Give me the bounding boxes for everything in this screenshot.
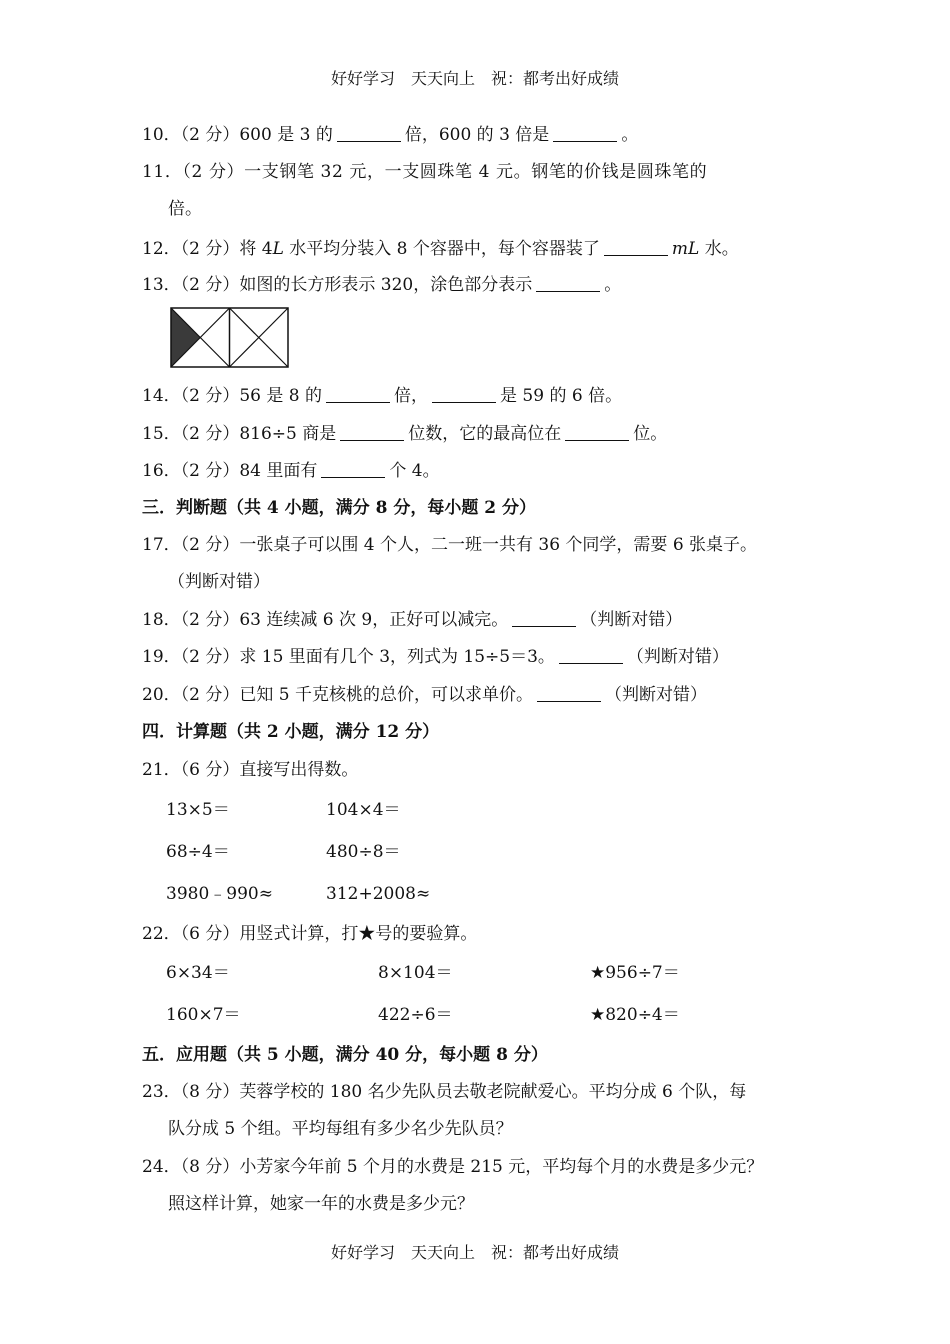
- page-header: 好好学习 天天向上 祝：都考出好成绩: [330, 69, 619, 88]
- q22-item: 6×34＝: [166, 963, 230, 983]
- question-16: [142, 459, 440, 483]
- question-22-title: 22．（6 分）用竖式计算，打★号的要验算。: [142, 924, 478, 944]
- q22-item: 422÷6＝: [378, 1005, 453, 1025]
- q19-blank[interactable]: [559, 647, 623, 664]
- q21-item: 3980﹣990≈: [166, 884, 273, 904]
- question-17-line1: 17．（2 分）一张桌子可以围 4 个人，二一班一共有 36 个同学，需要 6 张桌子。: [142, 535, 758, 555]
- question-23-line1: 23．（8 分）芙蓉学校的 180 名少先队员去敬老院献爱心。平均分成 6 个队，每: [142, 1082, 747, 1102]
- q12-unit-ml: mL: [671, 239, 700, 259]
- question-17-line2: （判断对错）: [168, 572, 270, 592]
- q13-rectangle-figure: [170, 307, 290, 369]
- q22-item: ★820÷4＝: [590, 1005, 680, 1025]
- q15-text-c: 位。: [633, 424, 668, 444]
- q15-text-a: 15．（2 分）816÷5 商是: [142, 424, 337, 444]
- question-11-line1: 11．（2 分）一支钢笔 32 元，一支圆珠笔 4 元。钢笔的价钱是圆珠笔的: [142, 162, 708, 182]
- q12-text-b: 水平均分装入 8 个容器中，每个容器装了: [289, 239, 600, 259]
- question-11-line2: 倍。: [168, 199, 202, 219]
- q14-text-c: 是 59 的 6 倍。: [500, 386, 623, 406]
- q18-text-a: 18．（2 分）63 连续减 6 次 9，正好可以减完。: [142, 610, 509, 630]
- q19-text-b: （判断对错）: [626, 647, 729, 667]
- q12-blank[interactable]: [604, 239, 668, 256]
- q13-shaded-triangle: [171, 308, 200, 367]
- q14-blank-2[interactable]: [432, 386, 496, 403]
- section-5-title: 五．应用题（共 5 小题，满分 40 分，每小题 8 分）: [142, 1045, 548, 1065]
- q16-text-b: 个 4。: [389, 461, 440, 481]
- question-12: [142, 237, 739, 261]
- q15-blank-1[interactable]: [340, 424, 404, 441]
- question-21-title: 21．（6 分）直接写出得数。: [142, 760, 359, 780]
- q22-item: 160×7＝: [166, 1005, 241, 1025]
- section-3-title: 三．判断题（共 4 小题，满分 8 分，每小题 2 分）: [142, 498, 536, 518]
- question-24-line2: 照这样计算，她家一年的水费是多少元？: [168, 1194, 474, 1214]
- q15-blank-2[interactable]: [565, 424, 629, 441]
- q10-text-b: 倍，600 的 3 倍是: [404, 125, 550, 145]
- q10-text-c: 。: [621, 125, 639, 145]
- question-24-line1: 24．（8 分）小芳家今年前 5 个月的水费是 215 元，平均每个月的水费是多少元？: [142, 1157, 764, 1177]
- question-15: [142, 422, 667, 446]
- page-footer: 好好学习 天天向上 祝：都考出好成绩: [330, 1243, 619, 1262]
- q14-text-b: 倍，: [394, 386, 429, 406]
- q10-blank-1[interactable]: [337, 125, 401, 142]
- question-10: [142, 123, 638, 147]
- q16-text-a: 16．（2 分）84 里面有: [142, 461, 318, 481]
- q21-item: 480÷8＝: [326, 842, 401, 862]
- q10-text-a: 10．（2 分）600 是 3 的: [142, 125, 333, 145]
- q15-text-b: 位数，它的最高位在: [408, 424, 562, 444]
- q16-blank[interactable]: [321, 461, 385, 478]
- q21-item: 312+2008≈: [326, 884, 431, 904]
- q18-text-b: （判断对错）: [580, 610, 683, 630]
- question-23-line2: 队分成 5 个组。平均每组有多少名少先队员？: [168, 1119, 513, 1139]
- q13-text-b: 。: [604, 275, 622, 295]
- q21-item: 68÷4＝: [166, 842, 230, 862]
- q20-text-a: 20．（2 分）已知 5 千克核桃的总价，可以求单价。: [142, 685, 533, 705]
- q22-item: ★956÷7＝: [590, 963, 680, 983]
- q14-blank-1[interactable]: [326, 386, 390, 403]
- question-13: [142, 273, 621, 297]
- q12-unit-l: L: [272, 239, 284, 259]
- question-14: [142, 384, 622, 408]
- q20-text-b: （判断对错）: [604, 685, 707, 705]
- q12-text-c: 水。: [704, 239, 739, 259]
- q12-text-a: 12．（2 分）将 4: [142, 239, 273, 259]
- q22-item: 8×104＝: [378, 963, 453, 983]
- question-20: [142, 683, 707, 707]
- q13-blank[interactable]: [536, 275, 600, 292]
- q10-blank-2[interactable]: [553, 125, 617, 142]
- q18-blank[interactable]: [512, 610, 576, 627]
- question-19: [142, 645, 729, 669]
- q13-text-a: 13．（2 分）如图的长方形表示 320，涂色部分表示: [142, 275, 533, 295]
- q20-blank[interactable]: [537, 685, 601, 702]
- q21-item: 104×4＝: [326, 800, 401, 820]
- section-4-title: 四．计算题（共 2 小题，满分 12 分）: [142, 722, 440, 742]
- q21-item: 13×5＝: [166, 800, 230, 820]
- question-18: [142, 608, 682, 632]
- q19-text-a: 19．（2 分）求 15 里面有几个 3，列式为 15÷5＝3。: [142, 647, 555, 667]
- q14-text-a: 14．（2 分）56 是 8 的: [142, 386, 323, 406]
